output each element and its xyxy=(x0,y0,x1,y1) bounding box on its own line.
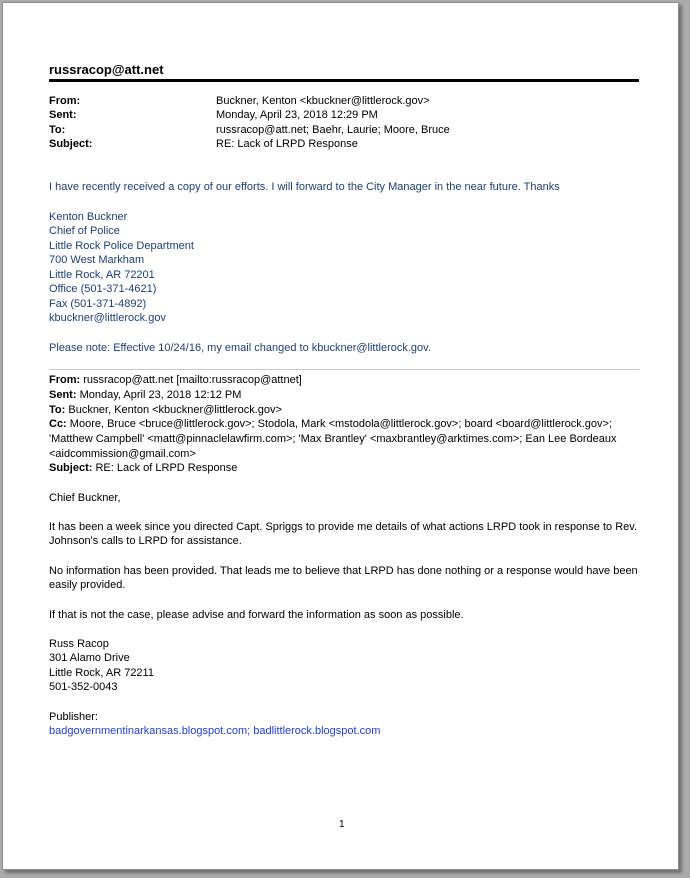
email-change-note: Please note: Effective 10/24/16, my email changed to kbuckner@littlerock.gov. xyxy=(49,342,431,354)
sent-value: Monday, April 23, 2018 12:29 PM xyxy=(216,109,378,121)
publisher-links[interactable]: badgovernmentinarkansas.blogspot.com; badlittlerock.blogspot.com xyxy=(49,725,381,737)
to-label: To: xyxy=(49,124,66,136)
orig-subject-value: RE: Lack of LRPD Response xyxy=(95,462,238,474)
sender-signature-line: 301 Alamo Drive xyxy=(49,652,130,664)
original-cc-cont: 'Matthew Campbell' <matt@pinnaclelawfirm.com>; 'Max Brantley' <maxbrantley@arktimes.com>; Ean Lee Bordeaux xyxy=(49,433,617,445)
signature-line: Fax (501-371-4892) xyxy=(49,298,147,310)
signature-line: Chief of Police xyxy=(49,225,120,237)
orig-from-value: russracop@att.net [mailto:russracop@attnet] xyxy=(83,374,302,386)
publisher-label: Publisher: xyxy=(49,711,98,723)
sender-title: russracop@att.net xyxy=(49,62,164,77)
paragraph-2-cont: easily provided. xyxy=(49,579,126,591)
orig-to-label: To: xyxy=(49,404,66,416)
from-label: From: xyxy=(49,95,81,107)
original-sent xyxy=(49,388,241,402)
sender-signature-line: Little Rock, AR 72211 xyxy=(49,667,154,679)
signature-email: kbuckner@littlerock.gov xyxy=(49,312,166,324)
subject-value: RE: Lack of LRPD Response xyxy=(216,138,358,150)
subject-label: Subject: xyxy=(49,138,93,150)
signature-line: Kenton Buckner xyxy=(49,211,128,223)
paragraph-2: No information has been provided. That leads me to believe that LRPD has done nothing or a response would have been xyxy=(49,565,638,577)
signature-line: 700 West Markham xyxy=(49,254,145,266)
paragraph-1: It has been a week since you directed Capt. Spriggs to provide me details of what actions LRPD took in response to Rev. xyxy=(49,521,638,533)
separator-rule xyxy=(49,369,639,370)
paragraph-1-cont: Johnson's calls to LRPD for assistance. xyxy=(49,535,242,547)
orig-sent-label: Sent: xyxy=(49,389,77,401)
orig-to-value: Buckner, Kenton <kbuckner@littlerock.gov> xyxy=(68,404,282,416)
original-to xyxy=(49,403,282,417)
orig-from-label: From: xyxy=(49,374,81,386)
signature-line: Office (501-371-4621) xyxy=(49,283,157,295)
header-rule xyxy=(49,79,639,82)
orig-sent-value: Monday, April 23, 2018 12:12 PM xyxy=(79,389,242,401)
reply-body: I have recently received a copy of our efforts. I will forward to the City Manager in the near future. Thanks xyxy=(49,181,560,193)
greeting: Chief Buckner, xyxy=(49,492,121,504)
orig-cc-value: Moore, Bruce <bruce@littlerock.gov>; Stodola, Mark <mstodola@littlerock.gov>; board <board@littlerock.gov>; xyxy=(69,418,612,430)
page-number: 1 xyxy=(339,819,345,830)
sent-label: Sent: xyxy=(49,109,77,121)
paragraph-3: If that is not the case, please advise and forward the information as soon as possible. xyxy=(49,609,464,621)
sender-signature-line: 501-352-0043 xyxy=(49,681,118,693)
original-cc xyxy=(49,417,612,431)
to-value: russracop@att.net; Baehr, Laurie; Moore, Bruce xyxy=(216,124,450,136)
from-value: Buckner, Kenton <kbuckner@littlerock.gov> xyxy=(216,95,430,107)
orig-subject-label: Subject: xyxy=(49,462,93,474)
signature-line: Little Rock, AR 72201 xyxy=(49,269,155,281)
original-cc-cont: <aidcommission@gmail.com> xyxy=(49,448,196,460)
original-from xyxy=(49,373,302,387)
orig-cc-label: Cc: xyxy=(49,418,67,430)
signature-line: Little Rock Police Department xyxy=(49,240,194,252)
document-page xyxy=(2,2,679,870)
sender-signature-line: Russ Racop xyxy=(49,638,109,650)
original-subject xyxy=(49,461,237,475)
